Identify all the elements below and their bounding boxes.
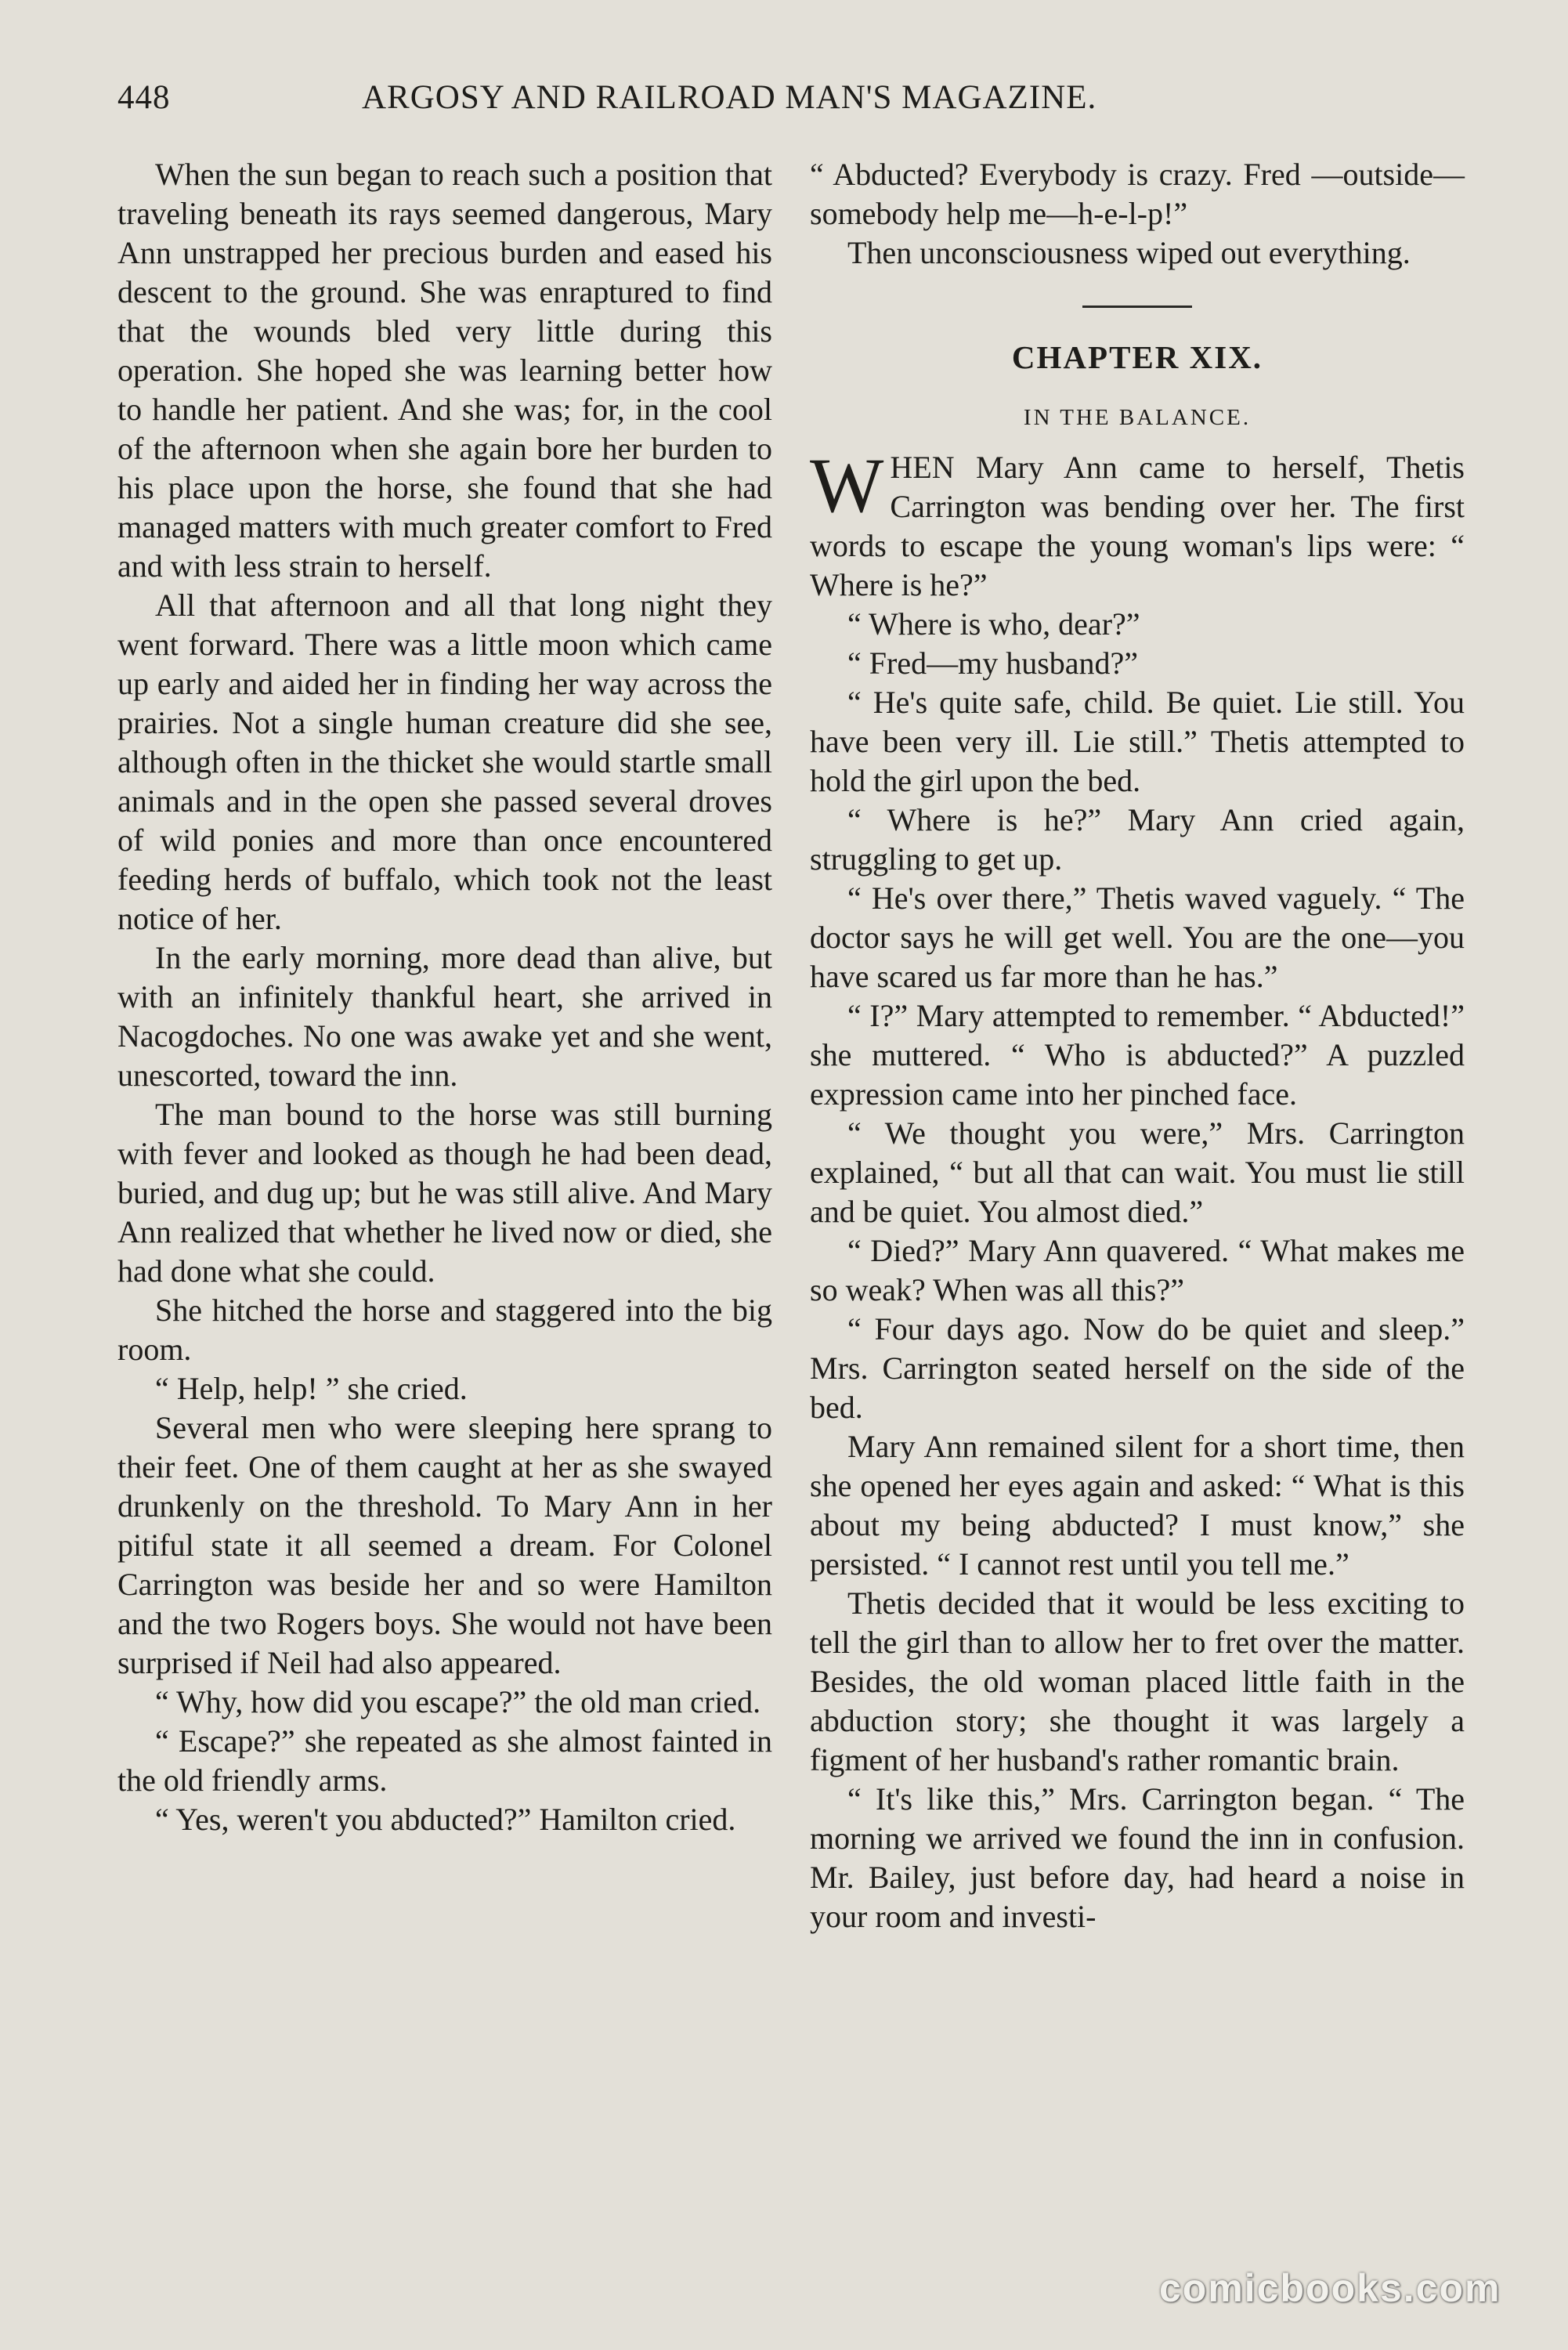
page-number: 448 <box>117 79 171 116</box>
paragraph: “ Four days ago. Now do be quiet and sleep.” Mrs. Carrington seated herself on the side of the bed. <box>810 1311 1465 1425</box>
paragraph: “ Died?” Mary Ann quavered. “ What makes me so weak? When was all this?” <box>810 1233 1465 1307</box>
left-column <box>117 155 772 1839</box>
paragraph: “ Why, how did you escape?” the old man cried. <box>155 1684 761 1719</box>
running-head: ARGOSY AND RAILROAD MAN'S MAGAZINE. <box>362 79 1097 116</box>
paragraph: “ Abducted? Everybody is crazy. Fred —outside—somebody help me—h-e-l-p!” <box>810 157 1465 231</box>
paragraph: “ Where is he?” Mary Ann cried again, struggling to get up. <box>810 802 1465 877</box>
paragraph: Thetis decided that it would be less exciting to tell the girl than to allow her to fret over the matter. Besides, the old woman placed little faith in the abduction story; she thought it was largely a figment of her husband's rather romantic brain. <box>810 1585 1465 1777</box>
chapter-first-paragraph <box>810 442 1465 605</box>
paragraph: “ Escape?” she repeated as she almost fainted in the old friendly arms. <box>117 1723 772 1798</box>
drop-cap: W <box>810 442 884 529</box>
paragraph: When the sun began to reach such a position that traveling beneath its rays seemed dangerous, Mary Ann unstrapped her precious burden and eased his descent to the ground. She was enraptured to find that the wounds bled very little during this operation. She hoped she was learning better how to handle her patient. And she was; for, in the cool of the afternoon when she again bore her burden to his place upon the horse, she found that she had managed matters with much greater comfort to Fred and with less strain to herself. <box>117 157 772 584</box>
page-header <box>117 78 1371 125</box>
paragraph: The man bound to the horse was still burning with fever and looked as though he had been dead, buried, and dug up; but he was still alive. And Mary Ann realized that whether he lived now or died, she had done what she could. <box>117 1097 772 1289</box>
paragraph: She hitched the horse and staggered into the big room. <box>117 1292 772 1367</box>
chapter-divider <box>1082 306 1192 308</box>
paragraph: “ I?” Mary attempted to remember. “ Abducted!” she muttered. “ Who is abducted?” A puzzled expression came into her pinched face. <box>810 998 1465 1112</box>
paragraph: “ Fred—my husband?” <box>847 645 1139 681</box>
first-paragraph-text: HEN Mary Ann came to herself, Thetis Carrington was bending over her. The first words to escape the young woman's lips were: “ Where is he?” <box>810 450 1465 602</box>
right-column <box>810 155 1465 1936</box>
paragraph: Several men who were sleeping here sprang to their feet. One of them caught at her as she swayed drunkenly on the threshold. To Mary Ann in her pitiful state it all seemed a dream. For Colonel Carrington was beside her and so were Hamilton and the two Rogers boys. She would not have been surprised if Neil had also appeared. <box>117 1410 772 1680</box>
chapter-title: CHAPTER XIX. <box>1011 339 1263 375</box>
paragraph: “ Help, help! ” she cried. <box>155 1371 468 1406</box>
paragraph: Then unconsciousness wiped out everything. <box>847 235 1411 270</box>
paragraph: “ He's quite safe, child. Be quiet. Lie still. You have been very ill. Lie still.” Thetis attempted to hold the girl upon the bed. <box>810 685 1465 798</box>
paragraph: “ He's over there,” Thetis waved vaguely. “ The doctor says he will get well. You are the one—you have scared us far more than he has.” <box>810 880 1465 994</box>
watermark: comicbooks.com <box>1159 2266 1501 2310</box>
paragraph: “ It's like this,” Mrs. Carrington began. “ The morning we arrived we found the inn in confusion. Mr. Bailey, just before day, had heard a noise in your room and investi- <box>810 1781 1465 1934</box>
paragraph: Mary Ann remained silent for a short time, then she opened her eyes again and asked: “ What is this about my being abducted? I must know,” she persisted. “ I cannot rest until you tell me.” <box>810 1429 1465 1582</box>
paragraph: All that afternoon and all that long night they went forward. There was a little moon which came up early and aided her in finding her way across the prairies. Not a single human creature did she see, although often in the thicket she would startle small animals and in the open she passed several droves of wild ponies and more than once encountered feeding herds of buffalo, which took not the least notice of her. <box>117 588 772 936</box>
paragraph: “ Where is who, dear?” <box>847 606 1140 642</box>
paragraph: “ Yes, weren't you abducted?” Hamilton cried. <box>155 1802 736 1837</box>
paragraph: “ We thought you were,” Mrs. Carrington explained, “ but all that can wait. You must lie still and be quiet. You almost died.” <box>810 1115 1465 1229</box>
paragraph: In the early morning, more dead than alive, but with an infinitely thankful heart, she arrived in Nacogdoches. No one was awake yet and she went, unescorted, toward the inn. <box>117 940 772 1093</box>
chapter-subtitle: IN THE BALANCE. <box>1023 405 1252 430</box>
